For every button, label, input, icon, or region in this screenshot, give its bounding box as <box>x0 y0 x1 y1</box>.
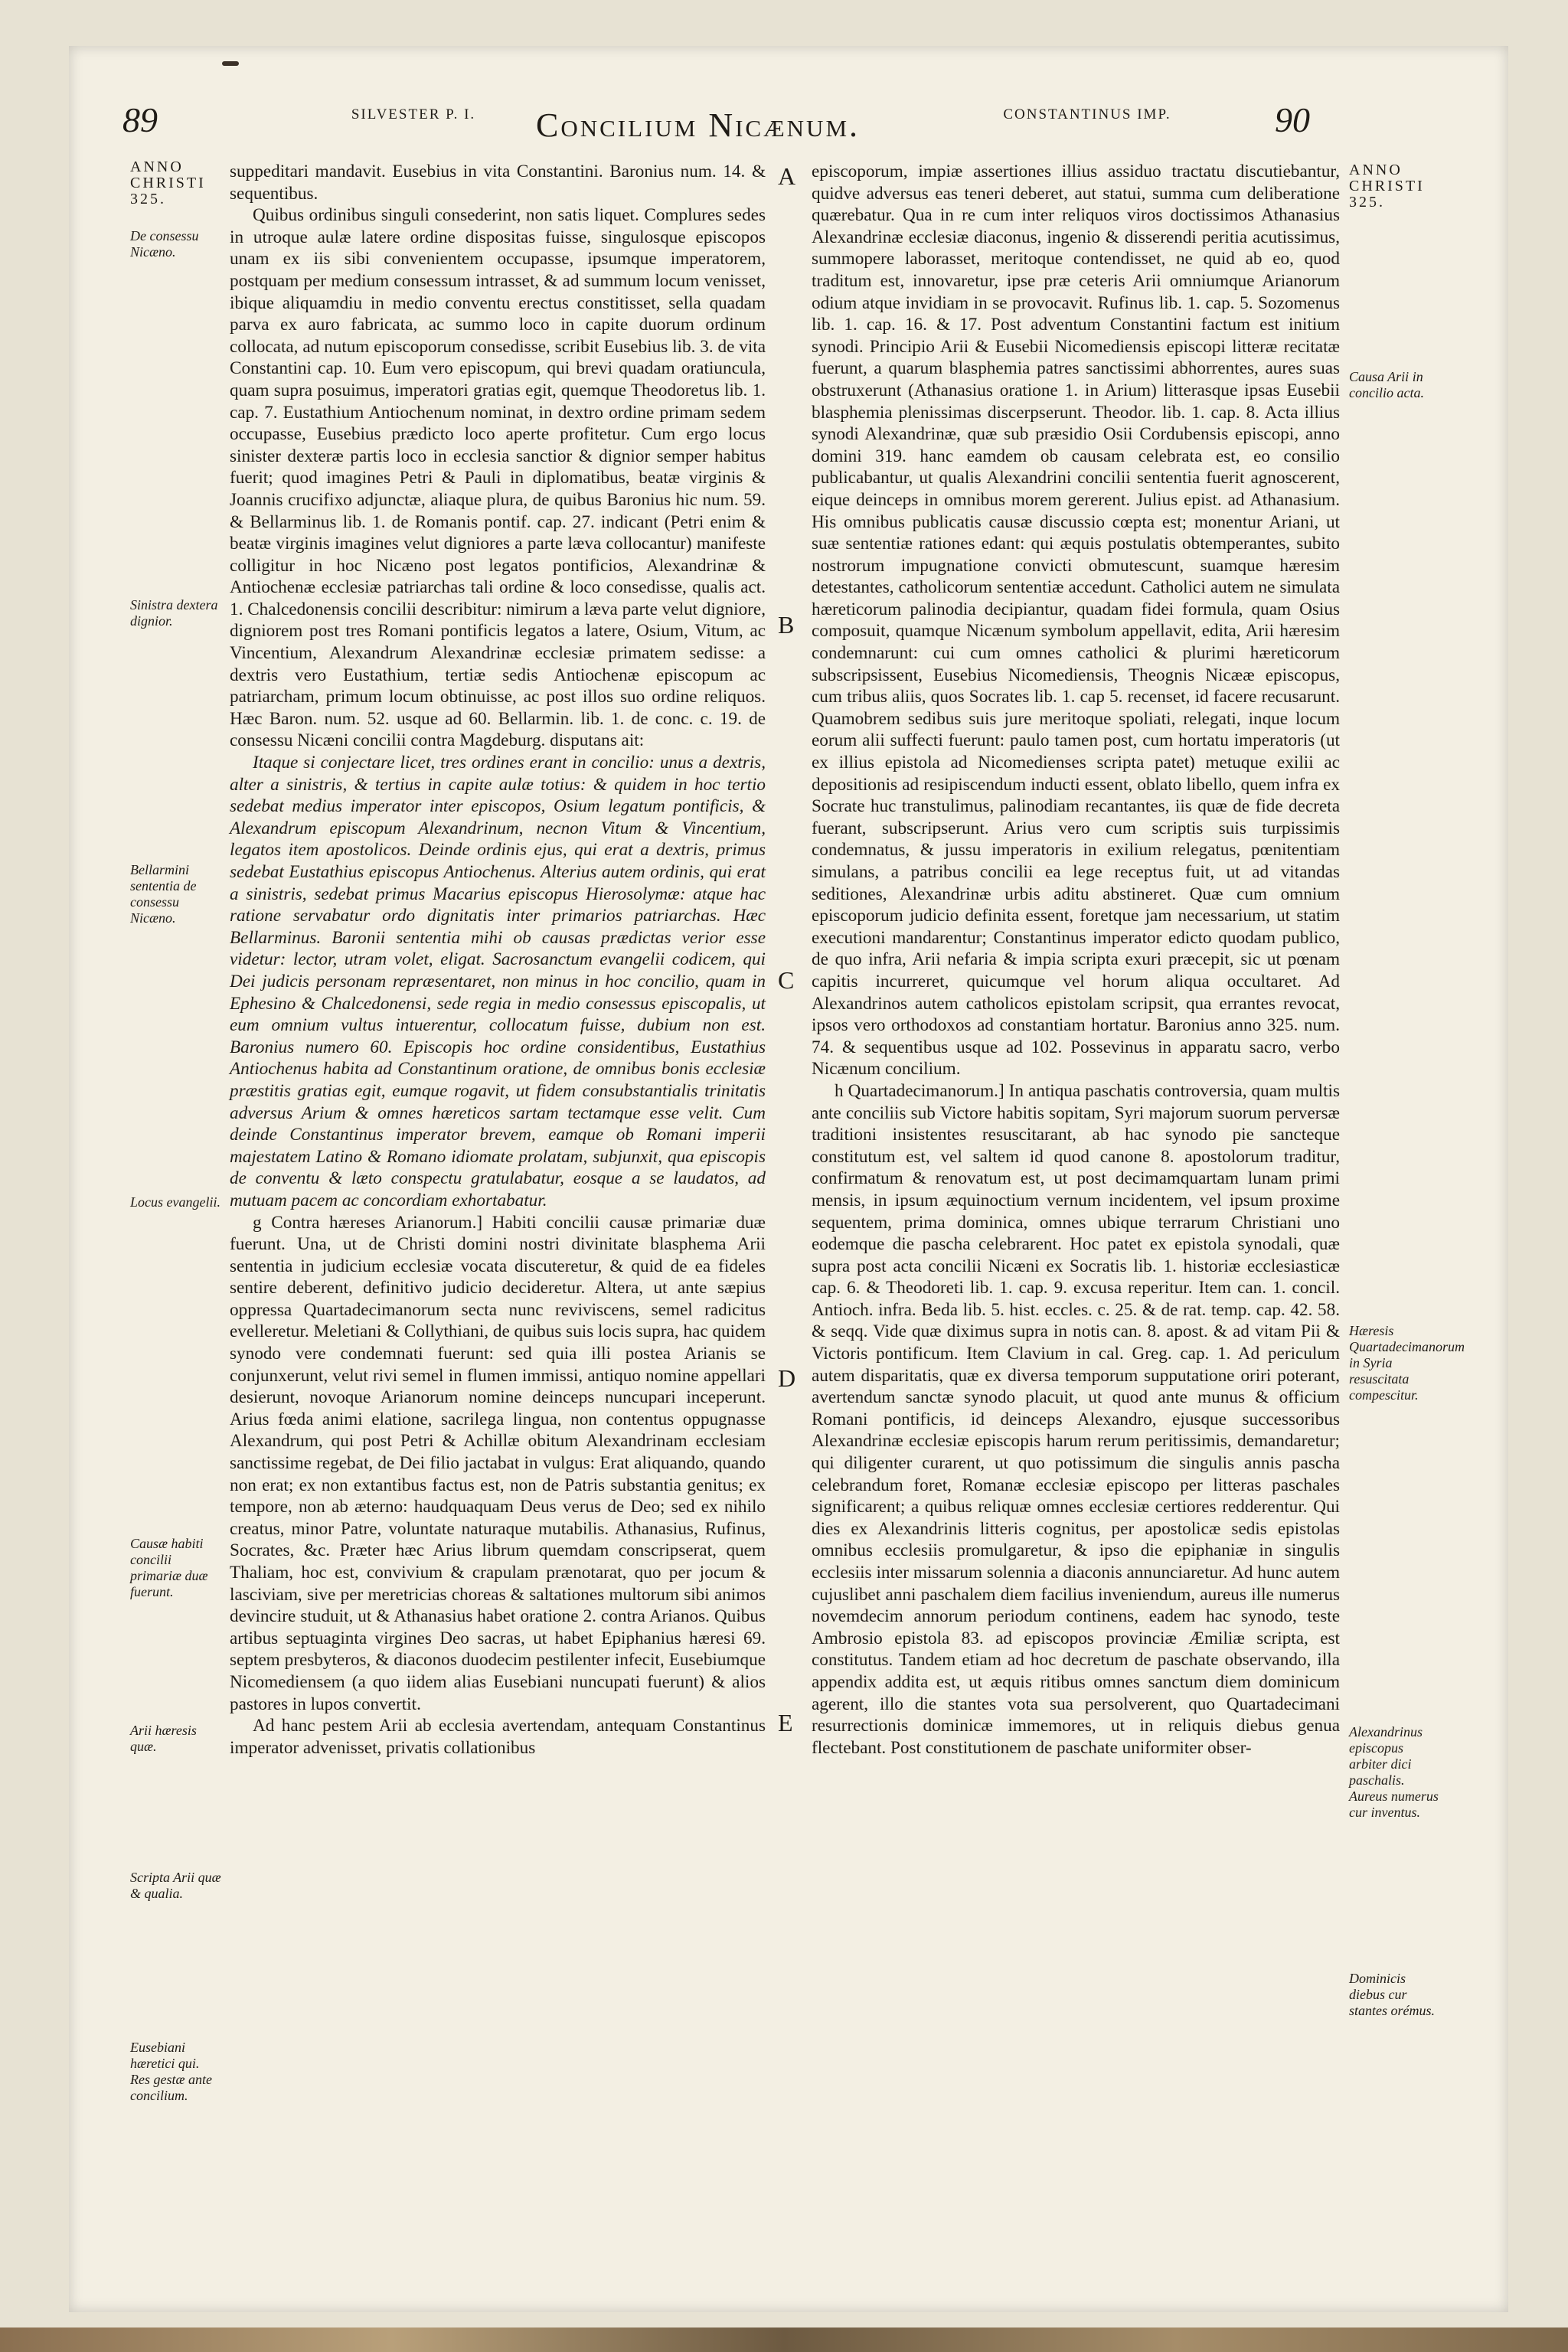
margin-note-left: Eusebiani hæretici qui. Res gestæ ante concilium. <box>130 2040 212 2103</box>
margin-note-left: Arii hæresis quæ. <box>130 1723 197 1754</box>
page-number-left: 89 <box>122 100 158 139</box>
page-title: Concilium Nicænum. <box>536 106 861 144</box>
margin-note-left: Sinistra dextera dignior. <box>130 597 218 629</box>
paragraph: Ad hanc pestem Arii ab ecclesia avertendam, antequam Constantinus imperator advenisset, privatis collationibus <box>230 1716 766 1758</box>
margin-note-left: Bellarmini sententia de consessu Nicæno. <box>130 862 197 926</box>
margin-note-right: Alexandrinus episcopus arbiter dici paschalis. Aureus numerus cur inventus. <box>1349 1724 1439 1820</box>
paragraph: suppeditari mandavit. Eusebius in vita Constantini. Baronius num. 14. & sequentibus. <box>230 162 766 204</box>
text-column-left <box>230 161 766 1759</box>
section-letter: D <box>778 1364 796 1392</box>
margin-note-left: Causæ habiti concilii primariæ duæ fuerunt. <box>130 1536 208 1599</box>
paragraph: h Quartadecimanorum.] In antiqua paschatis controversia, quam multis ante conciliis sub Victore habitis sopitam, Syri majorum suorum perversæ traditioni insistentes resuscitarant, ab hac synodo pie sancteque constitutum est, vel saltem id quod canone 8. apostolorum traditur, confirmatum & renovatum est, ut post decimamquartam lunam primi mensis, in ipsum æquinoctium vernum incidentem, vel ipsum proxime sequentem, prima dominica, omnes ubique terrarum Christiani uno eodemque die pascha celebrarent. Hoc patet ex epistola synodali, quæ supra post acta concilii Nicæni ex Socratis lib. 1. historiæ ecclesiasticæ cap. 6. & Theodoreti lib. 1. cap. 9. excusa reperitur. Item can. 1. concil. Antioch. infra. Beda lib. 5. hist. eccles. c. 25. & de rat. temp. cap. 42. 58. & seqq. Vide quæ diximus supra in notis can. 8. apost. & ad vitam Pii & Victoris pontificum. Item Clavium in cal. Greg. cap. 1. Ad periculum autem disparitatis, quæ ex diversa temporum supputatione oriri poterant, avertendum sanctæ synodo placuit, ut quod ante munus & officium Romani pontificis, id deinceps Alexandro, ejusque successoribus Alexandrinæ ecclesiæ episcopis harum rerum peritissimis, demandaretur; qui diligenter curarent, ut quo potissimum die singulis annis pascha celebrandum foret, Romanæ ecclesiæ episcopo per litteras paschales significarent; a quibus reliquæ omnes ecclesiæ certiores redderentur. Qui dies ex Alexandrinis litteris cognitus, per apostolicæ sedis epistolas omnibus ecclesiis promulgaretur, & ipso die epiphaniæ in singulis ecclesiis inter missarum solennia a diaconis annunciaretur. Ad hunc autem cujuslibet anni paschalem diem facilius inveniendum, aureus ille numerus novemdecim annorum periodum continens, eadem hac synodo, teste Ambrosio epistola 83. ad episcopos provinciæ Æmiliæ scripta, est constitutus. Tandem etiam ad hoc decretum de paschate observando, illa appendix addita est, ut æquis ritibus omnes sanctum diem dominicum agerent, illo die stantes vota sua persolverent, quo Quartadecimani resurrectionis dominicæ immemores, ut in reliquis diebus genua flectebant. Post constitutionem de paschate uniformiter obser- <box>812 1080 1340 1758</box>
section-letter: E <box>778 1709 793 1736</box>
text-column-right <box>812 161 1340 1759</box>
paragraph: Quibus ordinibus singuli consederint, non satis liquet. Complures sedes in utroque aulæ latere ordine dispositas fuisse, singulosque episcopos unam ex iis sibi convenientem occupasse, ipsumque imperatorem, postquam per medium consessum intrasset, & ad summum locum venisset, ibique aliquamdiu in medio conventu erectus constitisset, sella quadam parva ex auro fabricata, ac summo loco in capite duorum ordinum collocata, ad nutum episcoporum consedisse, scribit Eusebius lib. 3. de vita Constantini cap. 10. Eum vero episcopum, qui brevi quadam oratiuncula, quam supra posuimus, imperatori gratias egit, quemque Theodoretus lib. 1. cap. 7. Eustathium Antiochenum nominat, in dextro ordine primam sedem occupasse, Eusebius prædicto loco aperte profitetur. Cum ergo locus sinister dexteræ partis loco in ecclesia sanctior & dignior semper habitus fuerit; quod imagines Petri & Pauli in diplomatibus, beatæ virginis & Joannis crucifixo adjunctæ, aliaque plura, de quibus Baronius hic num. 59. & Bellarminus lib. 1. de Romanis pontif. cap. 27. indicant (Petri enim & beatæ virginis imagines velut digniores a parte læva collocantur) manifeste colligitur in hoc Nicæno post legatos pontificios, Alexandrinæ & Antiochenæ ecclesiæ patriarchas tali ordine & loco consedisse, qualis act. 1. Chalcedonensis concilii describitur: nimirum a læva parte velut digniore, digniorem post tres Romani pontificis legatos a latere, Osium, Vitum, ac Vincentium, Alexandrum Alexandrinæ ecclesiæ primatem sedisse: a dextris vero Eustathium, tertiæ sedis Antiochenæ episcopum ac patriarcham, primum locum obtinuisse, ac post illos suo ordine reliquos. Hæc Baron. num. 52. usque ad 60. Bellarmin. lib. 1. de conc. c. 19. de consessu Nicæni concilii contra Magdeburg. disputans ait: <box>230 205 766 751</box>
margin-anno-left: ANNO CHRISTI 325. <box>130 158 206 207</box>
margin-note-right: Hæresis Quartadecimanorum in Syria resuscitata compescitur. <box>1349 1323 1465 1403</box>
section-letter: B <box>778 611 795 639</box>
paragraph: Itaque si conjectare licet, tres ordines erant in concilio: unus a dextris, alter a sinistris, & tertius in capite aulæ totius: & quidem in hoc tertio sedebat medius imperator inter episcopos, Osium legatum pontificis, & Alexandrum episcopum Alexandrinum, necnon Vitum & Vincentium, legatos item apostolicos. Deinde ordinis ejus, qui erat a dextris, primus sedebat Eustathius episcopus Antiochenus. Alterius autem ordinis, qui erat a sinistris, sedebat primus Macarius episcopus Hierosolymæ: atque hac ratione servabatur ordo dignitatis inter primarios patriarchas. Hæc Bellarminus. Baronii sententia mihi ob causas prædictas verior esse videtur: lector, utram volet, eligat. Sacrosanctum evangelii codicem, qui Dei judicis personam repræsentaret, non minus in hoc concilio, quam in Ephesino & Chalcedonensi, sede regia in medio consessus episcopalis, ut eum omnium vultus intuerentur, collocatum fuisse, dubium non est. Baronius numero 60. Episcopis hoc ordine considentibus, Eustathius Antiochenus habita ad Constantinum oratione, de omnibus bonis ecclesiæ præstitis gratias egit, eumque rogavit, ut fidem consubstantialis trinitatis adversus Arium & omnes hæreticos sartam tectamque esse velit. Cum deinde Constantinus imperator brevem, eamque ob Romani imperii majestatem Latino & Romano idiomate prolatam, subjunxit, qua episcopis de conventu & læto conspectu gratulabatur, eosque a se laudatos, ad mutuam pacem ac concordiam exhortabatur. <box>230 753 766 1210</box>
margin-note-left: Scripta Arii quæ & qualia. <box>130 1870 221 1901</box>
ink-stain <box>222 61 239 66</box>
margin-note-right: Dominicis diebus cur stantes orémus. <box>1349 1971 1435 2018</box>
section-letter: C <box>778 966 795 994</box>
scan-edge <box>0 2328 1568 2352</box>
section-letter: A <box>778 162 796 190</box>
running-head-left: SILVESTER P. I. <box>351 106 476 122</box>
margin-note-right: Causa Arii in concilio acta. <box>1349 369 1424 400</box>
page-number-right: 90 <box>1275 100 1310 139</box>
paragraph: g Contra hæreses Arianorum.] Habiti concilii causæ primariæ duæ fuerunt. Una, ut de Christi domini nostri divinitate blasphema Arii sententia in judicium ecclesiæ vocata discuteretur, & quid de ea fideles sentire deberent, definitivo judicio decideretur. Altera, ut ante sæpius oppressa Quartadecimanorum secta nunc reviviscens, semel radicitus evelleretur. Meletiani & Collythiani, de quibus suis locis supra, hac quidem synodo vere condemnati fuerunt: sed quia illi postea Arianis se conjunxerunt, velut rivi semel in flumen immissi, antiquo nomine appellari desierunt, novoque Arianorum nomine deinceps nuncupari inceperunt. Arius fœda animi elatione, sacrilega lingua, non contentus oppugnasse Alexandrum, qui post Petri & Achillæ obitum Alexandrinam ecclesiam sanctissime regebat, de Dei filio jactabat in vulgus: Erat aliquando, quando non erat; ex non extantibus factus est, non de Patris substantia genitus; ex tempore, non ab æterno: haudquaquam Deus verus de Deo; sed ex nihilo creatus, minor Patre, voluntate naturaque mutabilis. Athanasius, Rufinus, Socrates, &c. Præter hæc Arius librum quemdam conscripserat, quem Thaliam, hoc est, convivium & crapulam prænotarat, quo per jocum & lasciviam, sive per meretricias choreas & saltationes multorum sibi animos devincire studuit, ut & Athanasius habet oratione 2. contra Arianos. Quibus artibus septuaginta virgines Deo sacras, ut habet Epiphanius hæresi 69. septem presbyteros, & diaconos duodecim pestilenter infecit, Eusebiumque Nicomediensem (a quo iidem alias Eusebiani nuncupati fuerunt) & alios pastores in lupos convertit. <box>230 1212 766 1714</box>
margin-note-left: Locus evangelii. <box>130 1194 220 1210</box>
margin-anno-right: ANNO CHRISTI 325. <box>1349 162 1425 211</box>
running-head-right: CONSTANTINUS IMP. <box>1003 106 1171 122</box>
margin-note-left: De consessu Nicæno. <box>130 228 199 260</box>
paragraph: episcoporum, impiæ assertiones illius assiduo tractatu discutiebantur, quidve adversus eas teneri deberet, aut statui, summa cum deliberatione quærebatur. Qua in re cum inter reliquos viros doctissimos Athanasius Alexandrinæ ecclesiæ diaconus, ingenio & disserendi peritia acutissimus, summopere laborasset, meritoque contendisset, ne quid ab eo, quod traditum est, innovaretur, ipse præ ceteris Arii omniumque Arianorum odium atque invidiam in se provocavit. Rufinus lib. 1. cap. 5. Sozomenus lib. 1. cap. 16. & 17. Post adventum Constantini factum est initium synodi. Principio Arii & Eusebii Nicomediensis episcopi litteræ recitatæ fuerunt, a quarum blasphemia patres sanctissimi abhorrentes, aures suas obstruxerunt (Athanasius oratione 1. in Arium) litterasque ipsas Eusebii blasphemia plenissimas discerpserunt. Theodor. lib. 1. cap. 8. Acta illius synodi Alexandrinæ, quæ sub præsidio Osii Cordubensis episcopi, anno domini 319. hanc eamdem ob causam celebrata est, eo consilio publicabantur, ut qualis Alexandrini concilii sententia fuerit agnoscerent, eique deinceps in omnibus morem gererent. Julius epist. ad Athanasium. His omnibus publicatis causæ discussio cœpta est; monentur Ariani, ut suæ sententiæ rationes edant: qui æquis postulatis obtemperantes, subito nostrorum impugnatione convicti obmutescunt, suamque hæresim detestantes, catholicorum sententiæ accedunt. Catholici autem ne simulata hæreticorum palinodia decipiantur, quadam fidei formula, quam Osius composuit, quamque Nicænum symbolum appellavit, edita, Arii hæresim condemnarunt: cui cum omnes catholici & plurimi hæreticorum subscripsissent, Eusebius Nicomediensis, Theognis Nicææ episcopus, cum tribus aliis, quos Socrates lib. 1. cap 5. recenset, id facere recusarunt. Quamobrem sedibus suis jure meritoque spoliati, relegati, inque locum eorum alii suffecti fuerunt: paulo tamen post, cum hortatu imperatoris (ut ex illius epistola ad Nicomedienses scripta patet) metuque exilii ac depositionis ad resipiscendum inducti essent, oblato libello, quem infra ex Socrate huc transtulimus, palinodiam recantantes, iis quæ de fide decreta fuerant, subscripserunt. Arius vero cum scriptis suis turpissimis condemnatus, & jussu imperatoris in exilium relegatus, pœnitentiam simulans, a patribus concilii ea lege receptus fuit, ut ad vitandas seditiones, Alexandrinæ urbis aditu abstineret. Quæ cum omnium episcoporum judicio definita essent, foretque jam necessarium, ut statim executioni mandarentur; Constantinus imperator edicto quodam publico, de quo infra, Arii nefaria & impia scripta exuri præcepit, sic ut pœnam capitis incurreret, quicumque vel horum aliqua occultaret. Ad Alexandrinos autem catholicos epistolam scripsit, qua errantes revocat, ipsos vero orthodoxos ad constantiam hortatur. Baronius anno 325. num. 74. & sequentibus usque ad 102. Possevinus in apparatu sacro, verbo Nicænum concilium. <box>812 162 1340 1080</box>
